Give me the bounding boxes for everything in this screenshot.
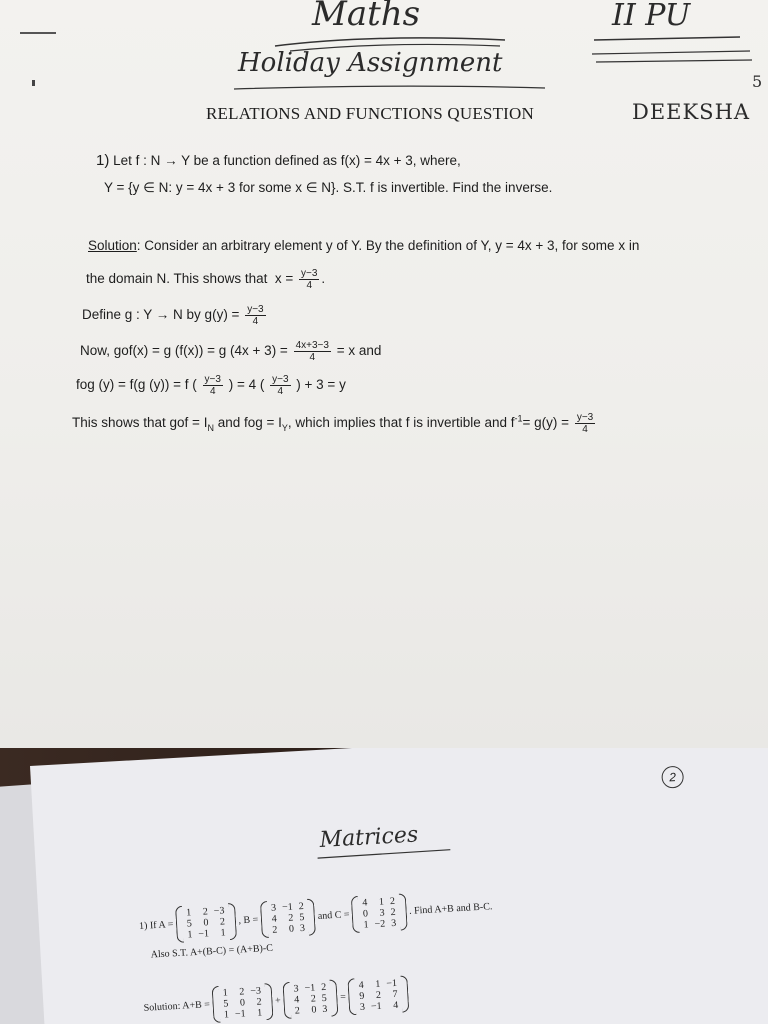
matrix-b <box>260 900 316 936</box>
matrix-cell: 0 <box>362 908 369 920</box>
matrix-cell: −1 <box>370 1000 382 1013</box>
margin-dash <box>20 32 56 34</box>
section-heading: RELATIONS AND FUNCTIONS QUESTION <box>206 104 534 123</box>
matrix-cell: 2 <box>202 906 209 918</box>
matrix-cell: 2 <box>239 986 245 998</box>
question-number: 1) <box>96 152 110 169</box>
matrix-cell: 2 <box>389 895 396 908</box>
margin-note: 5 <box>752 72 763 91</box>
matrix-cell: 3 <box>379 907 385 919</box>
solution-matrix-a <box>211 985 273 1021</box>
now-text: Now, gof(x) = g (f(x)) = g (4x + 3) = <box>80 343 288 359</box>
fog-fraction-1-numerator: y−3 <box>204 374 221 385</box>
matrix-cell: −1 <box>198 928 210 940</box>
matrix-cell: 2 <box>256 996 262 1008</box>
conclusion-text-4: = g(y) = <box>522 415 570 431</box>
matrix-cell: 0 <box>239 997 246 1009</box>
matrix-cell: 2 <box>288 912 294 924</box>
matrix-cell: 4 <box>293 994 300 1006</box>
solution-matrix-b <box>282 981 338 1017</box>
matrix-cell: 5 <box>321 992 328 1005</box>
matrix-cell: 4 <box>392 999 399 1012</box>
matrix-cell: 3 <box>390 917 397 930</box>
matrix-cell: 5 <box>186 918 193 930</box>
matrix-cell: 0 <box>288 923 295 935</box>
matrix-cell: 0 <box>311 1004 317 1016</box>
subject-handwritten: Maths <box>312 0 421 34</box>
identity-sub-y: Y <box>281 422 288 433</box>
matrix-row <box>221 1007 266 1020</box>
fog-line <box>76 374 346 397</box>
matrix-cell: 1 <box>378 896 385 908</box>
matrix-cell: 2 <box>375 989 382 1002</box>
fog-fraction-2-numerator: y−3 <box>272 374 289 385</box>
fog-fraction-1-denominator: 4 <box>209 386 216 397</box>
matrix-cell: 9 <box>359 990 365 1002</box>
conclusion-fraction-denominator: 4 <box>582 424 588 435</box>
matrix-cell: −3 <box>250 985 262 998</box>
solution-prefix: Solution: A+B = <box>143 999 211 1014</box>
matrix-row <box>292 1004 331 1017</box>
matrix-sum <box>347 977 409 1013</box>
photo-background <box>0 748 768 1024</box>
b-label: , B = <box>238 914 259 927</box>
define-fraction <box>245 304 265 327</box>
matrix-cell: 3 <box>270 902 277 914</box>
matrix-cell: 3 <box>293 983 299 995</box>
define-line <box>82 304 268 327</box>
question-suffix: . Find A+B and B-C. <box>408 901 493 917</box>
matrix-cell: −3 <box>213 905 225 917</box>
matrix-cell: 1 <box>185 907 192 919</box>
matrix-cell: 1 <box>256 1007 263 1019</box>
page-number-circled: 2 <box>661 766 684 789</box>
matrix-cell: −1 <box>304 982 316 995</box>
matrix-cell: 4 <box>271 913 278 925</box>
matrix-cell: 3 <box>359 1001 366 1013</box>
sentence-period: . <box>321 271 326 287</box>
question-line-2: Y = {y ∈ N: y = 4x + 3 for some x ∈ N}. S.T. f is invertible. Find the inverse. <box>104 180 553 195</box>
solution-label: Solution <box>88 238 137 253</box>
margin-dot <box>32 80 35 86</box>
solution-line-1 <box>88 238 639 253</box>
equals-sign: = <box>339 991 347 1003</box>
solution-text-1: : Consider an arbitrary element y of Y. By the definition of Y, y = 4x + 3, for some x in <box>136 238 640 253</box>
matrix-cell: 2 <box>390 906 396 919</box>
matrix-cell: 5 <box>299 911 305 924</box>
fog-suffix: ) + 3 = y <box>296 377 346 393</box>
matrix-cell: 1 <box>187 929 193 941</box>
fog-fraction-1 <box>203 374 223 397</box>
matrix-row <box>184 927 229 940</box>
matrix-cell: 2 <box>272 924 278 936</box>
title-underline <box>230 84 550 94</box>
matrix-cell: 1 <box>222 987 229 999</box>
matrix-cell: 1 <box>375 978 381 991</box>
define-fraction-numerator: y−3 <box>247 304 264 315</box>
define-fraction-denominator: 4 <box>252 316 259 327</box>
class-tag-underline <box>590 34 760 70</box>
solution-text-2: the domain N. This shows that <box>86 271 268 287</box>
matrix-cell: 4 <box>358 979 365 991</box>
matrix-cell: 3 <box>299 922 306 935</box>
solution-line-2 <box>86 268 325 291</box>
also-show-line: Also S.T. A+(B-C) = (A+B)-C <box>150 942 274 961</box>
matrix-row <box>269 923 308 936</box>
matrix-c <box>351 895 407 931</box>
matrix-cell: 1 <box>223 1009 230 1021</box>
matrix-cell: −1 <box>234 1008 246 1020</box>
inverse-sup: -1 <box>514 413 523 424</box>
conclusion-fraction-numerator: y−3 <box>576 412 594 423</box>
fog-fraction-2 <box>270 374 290 397</box>
matrix-cell: 2 <box>294 1005 301 1017</box>
question-line-1 <box>96 152 461 169</box>
matrix-cell: 2 <box>320 981 327 994</box>
question-text-1: Let f : N → Y be a function defined as f(x) = 4x + 3, where, <box>113 153 461 168</box>
c-label: and C = <box>317 909 350 922</box>
matrix-cell: −2 <box>374 918 386 931</box>
matrix-a <box>175 905 237 941</box>
conclusion-text-1: This shows that gof = I <box>72 415 208 431</box>
fraction-denominator: 4 <box>306 280 312 291</box>
matrix-cell: 3 <box>322 1003 328 1016</box>
matrix-question-line <box>138 890 493 943</box>
matrix-cell: 4 <box>362 897 368 909</box>
matrix-cell: 7 <box>392 988 398 1001</box>
now-suffix: = x and <box>336 343 382 359</box>
matrix-cell: 5 <box>223 998 229 1010</box>
now-fraction-numerator: 4x+3−3 <box>295 340 329 351</box>
matrices-title-handwritten: Matrices <box>318 822 419 853</box>
question-prefix: 1) If A = <box>138 919 174 932</box>
matrix-cell: 2 <box>310 993 317 1005</box>
matrix-cell: 0 <box>203 917 209 929</box>
conclusion-line <box>72 412 597 435</box>
matrix-cell: 2 <box>298 900 305 913</box>
x-equals: x = <box>274 271 294 287</box>
define-text: Define g : Y → N by g(y) = <box>82 307 240 323</box>
fog-fraction-2-denominator: 4 <box>277 386 284 397</box>
assignment-title-handwritten: Holiday Assignment <box>238 48 503 78</box>
matrix-cell: −1 <box>386 977 398 990</box>
fog-mid: ) = 4 ( <box>228 377 265 393</box>
class-tag-handwritten: II PU <box>612 0 691 33</box>
conclusion-text-2: and fog = I <box>213 415 282 431</box>
fog-text: fog (y) = f(g (y)) = f ( <box>76 377 197 393</box>
now-fraction-denominator: 4 <box>309 352 316 363</box>
matrix-row <box>360 918 399 931</box>
matrix-row <box>357 1000 402 1013</box>
inverse-fraction <box>299 268 319 291</box>
matrix-cell: −1 <box>281 901 294 914</box>
assignment-page-2 <box>30 748 768 1024</box>
conclusion-text-3: , which implies that f is invertible and f <box>287 415 515 431</box>
matrix-cell: 2 <box>219 916 226 928</box>
solution-sum-line <box>143 977 410 1024</box>
identity-sub-n: N <box>207 422 214 433</box>
matrix-cell: 1 <box>363 919 369 931</box>
now-fraction <box>294 340 331 363</box>
now-line <box>80 340 381 363</box>
matrix-cell: 1 <box>220 927 226 939</box>
student-name-handwritten: DEEKSHA <box>632 100 751 124</box>
fraction-numerator: y−3 <box>301 268 318 279</box>
conclusion-fraction <box>575 412 595 435</box>
plus-sign: + <box>274 995 282 1007</box>
